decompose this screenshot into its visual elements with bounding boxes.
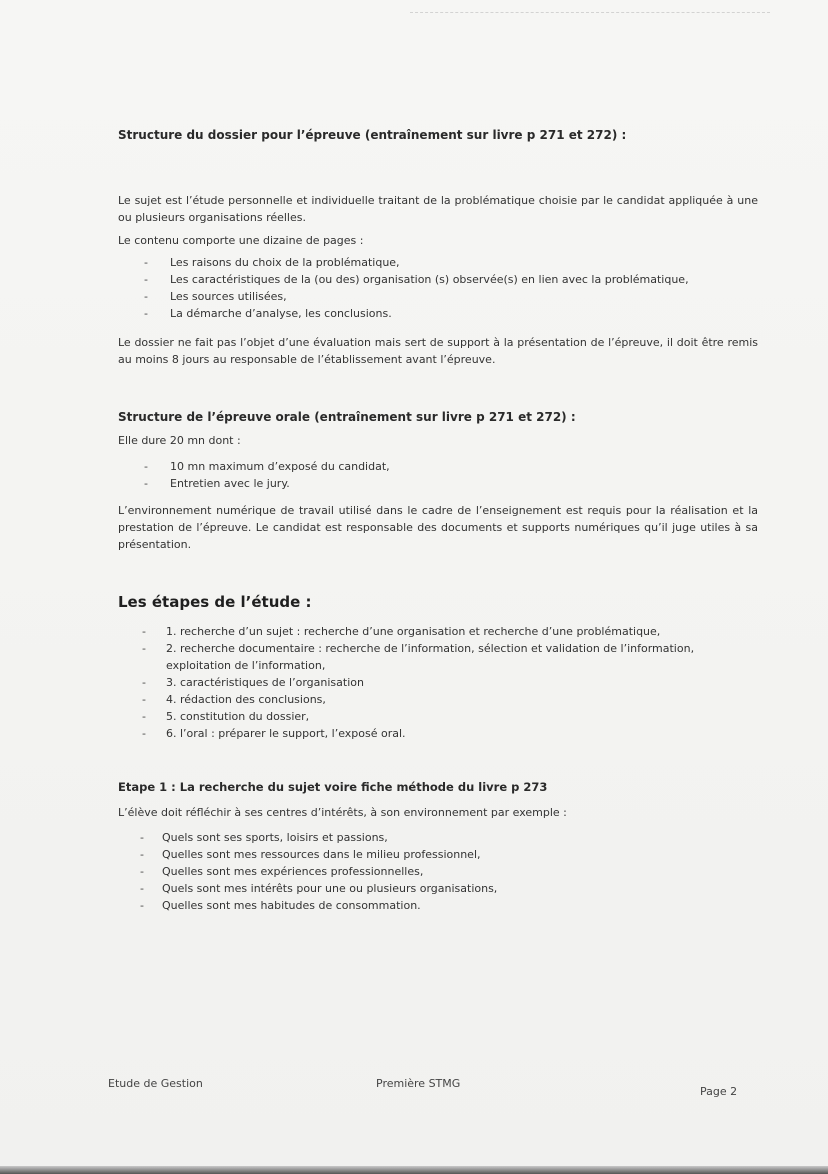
- section-heading-oral: Structure de l’épreuve orale (entraînement sur livre p 271 et 272) :: [118, 410, 576, 424]
- document-content: [118, 128, 758, 914]
- dossier-intro: Le sujet est l’étude personnelle et individuelle traitant de la problématique choisie par le candidat appliquée à une ou plusieurs organisations réelles.: [118, 194, 758, 224]
- list-item: - 3. caractéristiques de l’organisation: [118, 674, 758, 691]
- list-item: - Quels sont ses sports, loisirs et passions,: [118, 829, 758, 846]
- oral-list: [118, 458, 758, 492]
- list-item: - Les raisons du choix de la problématique,: [118, 254, 758, 271]
- list-item: - Quels sont mes intérêts pour une ou plusieurs organisations,: [118, 880, 758, 897]
- etape1-lead: L’élève doit réfléchir à ses centres d’intérêts, à son environnement par exemple :: [118, 806, 567, 819]
- list-item: - 10 mn maximum d’exposé du candidat,: [118, 458, 758, 475]
- section-heading-dossier: Structure du dossier pour l’épreuve (entraînement sur livre p 271 et 272) :: [118, 128, 627, 142]
- dossier-content-lead: Le contenu comporte une dizaine de pages :: [118, 234, 364, 247]
- etapes-list: [118, 623, 758, 742]
- footer-page-number: Page 2: [700, 1085, 738, 1098]
- section-heading-etapes: Les étapes de l’étude :: [118, 593, 312, 611]
- list-item: - Quelles sont mes ressources dans le milieu professionnel,: [118, 846, 758, 863]
- list-item: - Quelles sont mes habitudes de consommation.: [118, 897, 758, 914]
- section-heading-etape1: Etape 1 : La recherche du sujet voire fiche méthode du livre p 273: [118, 780, 548, 794]
- list-item: - Entretien avec le jury.: [118, 475, 758, 492]
- oral-lead: Elle dure 20 mn dont :: [118, 434, 241, 447]
- list-item: - Les sources utilisées,: [118, 288, 758, 305]
- list-item: - 5. constitution du dossier,: [118, 708, 758, 725]
- list-item: - Les caractéristiques de la (ou des) organisation (s) observée(s) en lien avec la problématique,: [118, 271, 758, 288]
- dossier-note: Le dossier ne fait pas l’objet d’une évaluation mais sert de support à la présentation de l’épreuve, il doit être remis au moins 8 jours au responsable de l’établissement avant l’épreuve.: [118, 336, 758, 366]
- list-item: - 2. recherche documentaire : recherche de l’information, sélection et validation de l’information, exploitation de l’information,: [118, 640, 758, 674]
- list-item: - 4. rédaction des conclusions,: [118, 691, 758, 708]
- etape1-list: [118, 829, 758, 914]
- dossier-content-list: [118, 254, 758, 322]
- footer-class: Première STMG: [376, 1077, 461, 1090]
- list-item: - La démarche d’analyse, les conclusions.: [118, 305, 758, 322]
- list-item: - 1. recherche d’un sujet : recherche d’une organisation et recherche d’une problématique,: [118, 623, 758, 640]
- list-item: - Quelles sont mes expériences professionnelles,: [118, 863, 758, 880]
- scan-bottom-edge: [0, 1166, 828, 1174]
- scan-artifact-line: [410, 12, 770, 14]
- oral-note: L’environnement numérique de travail utilisé dans le cadre de l’enseignement est requis pour la réalisation et la prestation de l’épreuve. Le candidat est responsable des documents et supports numériques qu’il juge utiles à sa présentation.: [118, 504, 758, 551]
- list-item: - 6. l’oral : préparer le support, l’exposé oral.: [118, 725, 758, 742]
- footer-subject: Etude de Gestion: [108, 1077, 203, 1090]
